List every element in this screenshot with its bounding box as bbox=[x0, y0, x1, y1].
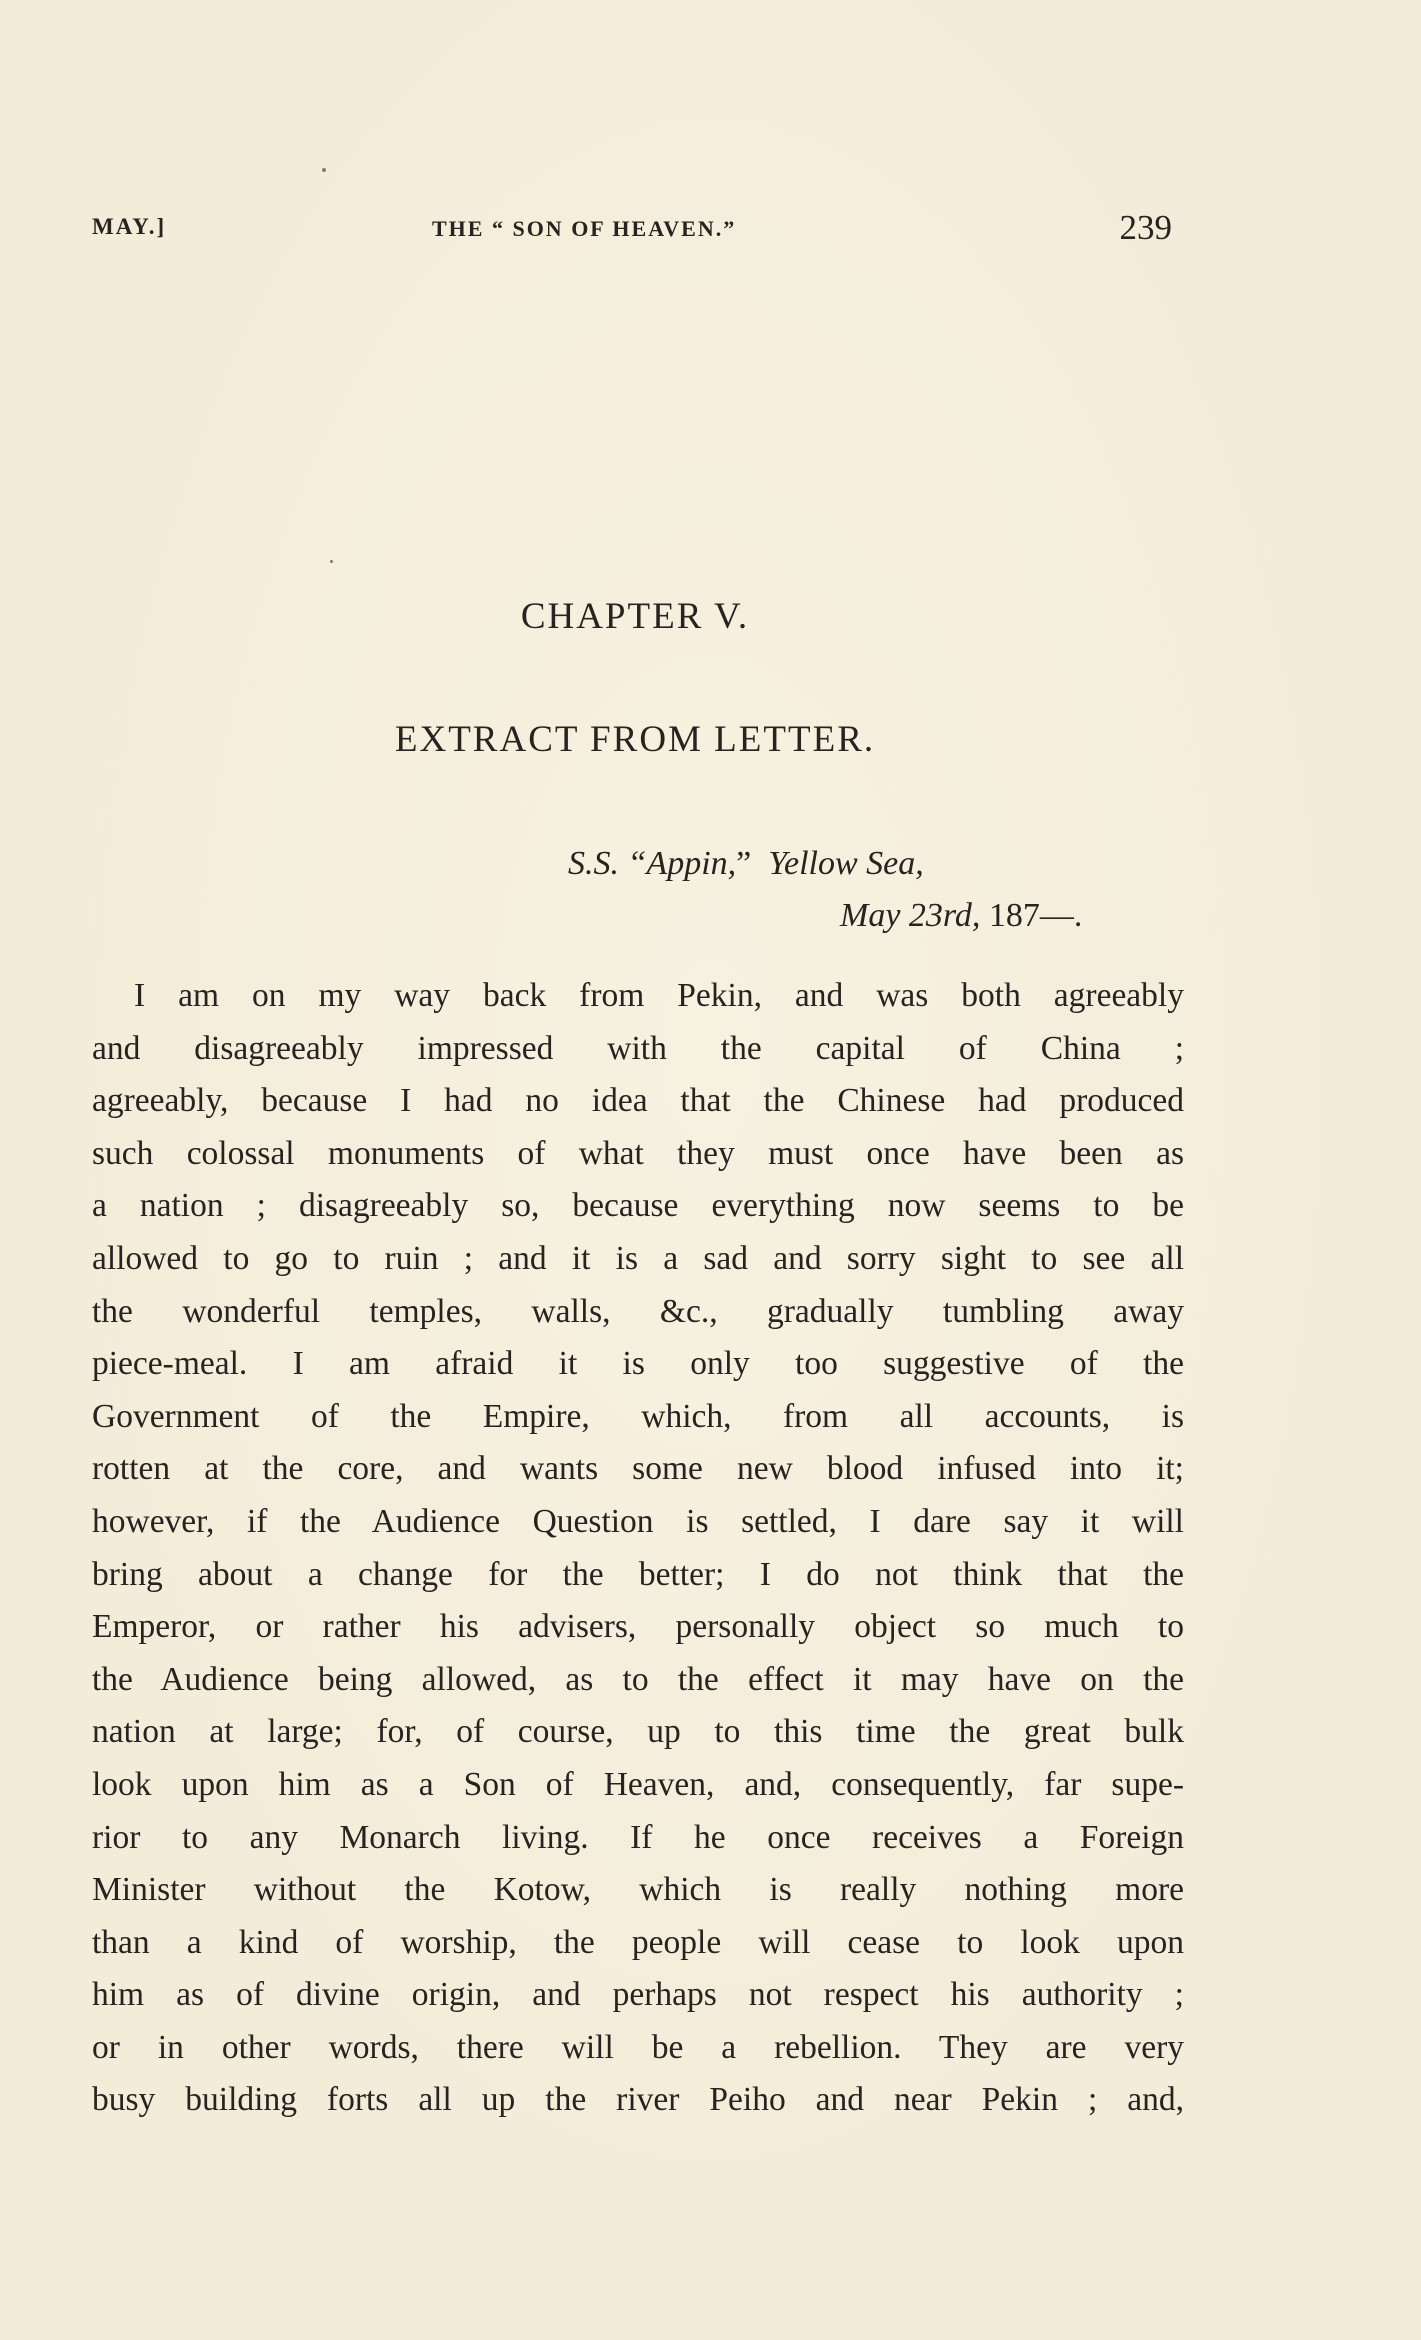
body-line: busy building forts all up the river Peiho and near Pekin ; and, bbox=[92, 2081, 1184, 2119]
body-line: such colossal monuments of what they must once have been as bbox=[92, 1134, 1184, 1172]
body-line: bring about a change for the better; I do not think that the bbox=[92, 1555, 1184, 1593]
body-line: Government of the Empire, which, from all accounts, is bbox=[92, 1397, 1184, 1435]
dateline-year: 187—. bbox=[988, 897, 1083, 934]
body-line: agreeably, because I had no idea that the Chinese had produced bbox=[92, 1082, 1184, 1120]
dateline-ship-line bbox=[568, 838, 1188, 890]
ink-speck bbox=[330, 560, 333, 563]
body-line: Emperor, or rather his advisers, personally object so much to bbox=[92, 1608, 1184, 1646]
ink-speck bbox=[322, 168, 326, 172]
letter-dateline bbox=[568, 838, 1188, 942]
page-number: 239 bbox=[1119, 208, 1172, 247]
body-line: rotten at the core, and wants some new blood infused into it; bbox=[92, 1450, 1184, 1488]
dateline-date-line bbox=[568, 890, 1188, 942]
body-line: look upon him as a Son of Heaven, and, consequently, far supe- bbox=[92, 1765, 1184, 1803]
dateline-location: Yellow Sea, bbox=[768, 845, 924, 882]
letter-body bbox=[92, 970, 1184, 2127]
body-line: I am on my way back from Pekin, and was both agreeably bbox=[134, 977, 1184, 1014]
body-line: however, if the Audience Question is settled, I dare say it will bbox=[92, 1502, 1184, 1540]
chapter-heading: CHAPTER V. bbox=[520, 596, 750, 637]
body-line: a nation ; disagreeably so, because everything now seems to be bbox=[92, 1187, 1184, 1225]
running-head-title: THE “ SON OF HEAVEN.” bbox=[432, 216, 737, 241]
body-line: rior to any Monarch living. If he once receives a Foreign bbox=[92, 1818, 1184, 1856]
body-line: allowed to go to ruin ; and it is a sad and sorry sight to see all bbox=[92, 1239, 1184, 1277]
dateline-month-day: May 23rd, bbox=[840, 897, 981, 934]
dateline-ship-name: Appin, bbox=[646, 845, 737, 882]
running-head-month: MAY.] bbox=[92, 214, 167, 239]
body-line: piece-meal. I am afraid it is only too suggestive of the bbox=[92, 1345, 1184, 1383]
body-line: the Audience being allowed, as to the effect it may have on the bbox=[92, 1660, 1184, 1698]
dateline-ship-suffix: ” bbox=[736, 845, 752, 882]
body-line: him as of divine origin, and perhaps not respect his authority ; bbox=[92, 1976, 1184, 2014]
running-head bbox=[92, 208, 1172, 254]
body-line: Minister without the Kotow, which is really nothing more bbox=[92, 1871, 1184, 1909]
body-line: and disagreeably impressed with the capital of China ; bbox=[92, 1029, 1184, 1067]
body-line: than a kind of worship, the people will cease to look upon bbox=[92, 1923, 1184, 1961]
body-line: the wonderful temples, walls, &c., gradually tumbling away bbox=[92, 1292, 1184, 1330]
chapter-subtitle: EXTRACT FROM LETTER. bbox=[394, 719, 876, 760]
dateline-ship-prefix: S.S. “ bbox=[568, 845, 647, 882]
body-line: or in other words, there will be a rebellion. They are very bbox=[92, 2028, 1184, 2066]
body-line: nation at large; for, of course, up to this time the great bulk bbox=[92, 1713, 1184, 1751]
